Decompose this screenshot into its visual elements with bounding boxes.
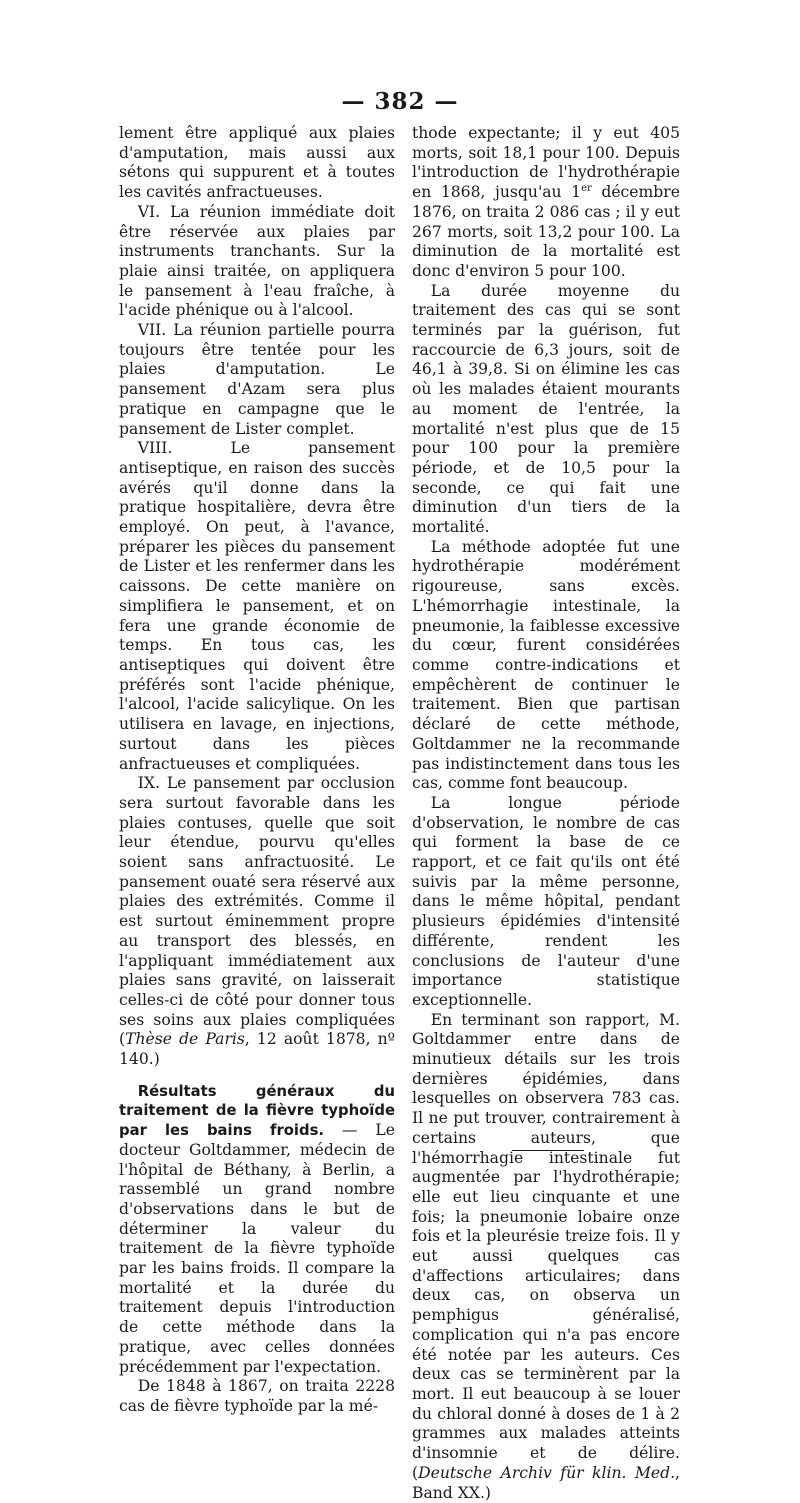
- paragraph: VIII. Le pansement antiseptique, en raison des succès avérés qu'il donne dans la pratique hospitalière, devra être employé. On peut, à l'avance, préparer les pièces du pansement de Lister et les renfermer dans les caissons. De cette manière on simplifiera le pansement, et on fera une grande économie de temps. En tous cas, les antiseptiques qui doivent être préférés sont l'acide phénique, l'alcool, l'acide salicylique. On les utilisera en lavage, en injections, surtout dans les pièces anfractueuses et compliquées.: [119, 439, 395, 773]
- right-column: [412, 124, 680, 1503]
- citation: Thèse de Paris: [125, 1030, 245, 1049]
- paragraph: VII. La réunion partielle pourra toujours être tentée pour les plaies d'amputation. Le pansement d'Azam sera plus pratique en campagne que le pansement de Lister complet.: [119, 321, 395, 438]
- page-number: — 382 —: [341, 88, 459, 115]
- paragraph-text: , 12 août 1878, nº 140.): [119, 1030, 395, 1069]
- paragraph: [119, 774, 395, 1070]
- paragraph-text: En terminant son rapport, M. Goltdammer entre dans de minutieux détails sur les trois dernières épidémies, dans lesquelles on observera 783 cas. Il ne put trouver, contrairement à certains auteurs, que l'hémorrhagie intestinale fut augmentée par l'hydrothérapie; elle eut lieu cinquante et une fois; la pneumonie lobaire onze fois et la pleurésie treize fois. Il y eut aussi quelques cas d'affections articulaires; dans deux cas, on observa un pemphigus généralisé, complication qui n'a pas encore été notée par les auteurs. Ces deux cas se terminèrent par la mort. Il eut beaucoup à se louer du chloral donné à doses de 1 à 2 grammes aux malades atteints d'insomnie et de délire. (: [412, 1010, 680, 1482]
- paragraph: lement être appliqué aux plaies d'amputation, mais aussi aux sétons qui suppurent et à toutes les cavités anfractueuses.: [119, 124, 395, 202]
- paragraph-text: — Le docteur Goltdammer, médecin de l'hôpital de Béthany, à Berlin, a rassemblé un grand nombre d'observations dans le but de déterminer la valeur du traitement de la fièvre typhoïde par les bains froids. Il compare la mortalité et la durée du traitement depuis l'introduction de cette méthode dans la pratique, avec celles données précédemment par l'expectation.: [119, 1121, 395, 1376]
- paragraph-text: , Band XX.): [412, 1463, 680, 1502]
- paragraph: De 1848 à 1867, on traita 2228 cas de fièvre typhoïde par la mé-: [119, 1377, 395, 1415]
- left-column: [119, 124, 395, 1417]
- paragraph: [412, 124, 680, 282]
- section-heading: Résultats généraux du traitement de la fièvre typhoïde par les bains froids.: [119, 1082, 395, 1140]
- paragraph-text: IX. Le pansement par occlusion sera surtout favorable dans les plaies contuses, quelle que soit leur étendue, pourvu qu'elles soient sans anfractuosité. Le pansement ouaté sera réservé aux plaies des extrémités. Comme il est surtout éminemment propre au transport des blessés, en l'appliquant immédiatement aux plaies sans gravité, on laisserait celles-ci de côté pour donner tous ses soins aux plaies compliquées (: [119, 774, 395, 1049]
- paragraph: VI. La réunion immédiate doit être réservée aux plaies par instruments tranchants. Sur la plaie ainsi traitée, on appliquera le pansement à l'eau fraîche, à l'acide phénique ou à l'alcool.: [119, 202, 395, 320]
- paragraph: [412, 1011, 680, 1503]
- citation: Deutsche Archiv für klin. Med.: [418, 1463, 676, 1482]
- paragraph: [119, 1082, 395, 1378]
- end-rule: [512, 1150, 584, 1151]
- superscript: er: [581, 182, 592, 194]
- paragraph: La méthode adoptée fut une hydrothérapie modérément rigoureuse, sans excès. L'hémorrhagie intestinale, la pneumonie, la faiblesse excessive du cœur, furent considérées comme contre-indications et empêchèrent de continuer le traitement. Bien que partisan déclaré de cette méthode, Goltdammer ne la recommande pas indistinctement dans tous les cas, comme font beaucoup.: [412, 537, 680, 793]
- paragraph: La durée moyenne du traitement des cas qui se sont terminés par la guérison, fut raccourcie de 6,3 jours, soit de 46,1 à 39,8. Si on élimine les cas où les malades étaient mourants au moment de l'entrée, la mortalité n'est plus que de 15 pour 100 pour la première période, et de 10,5 pour la seconde, ce qui fait une diminution d'un tiers de la mortalité.: [412, 281, 680, 537]
- paragraph-text: décembre 1876, on traita 2 086 cas ; il y eut 267 morts, soit 13,2 pour 100. La diminution de la mortalité est donc d'environ 5 pour 100.: [412, 183, 680, 280]
- paragraph-text: thode expectante; il y eut 405 morts, soit 18,1 pour 100. Depuis l'introduction de l'hydrothérapie en 1868, jusqu'au 1: [412, 124, 680, 202]
- paragraph: La longue période d'observation, le nombre de cas qui forment la base de ce rapport, et ce fait qu'ils ont été suivis par la même personne, dans le même hôpital, pendant plusieurs épidémies d'intensité différente, rendent les conclusions de l'auteur d'une importance statistique exceptionnelle.: [412, 793, 680, 1009]
